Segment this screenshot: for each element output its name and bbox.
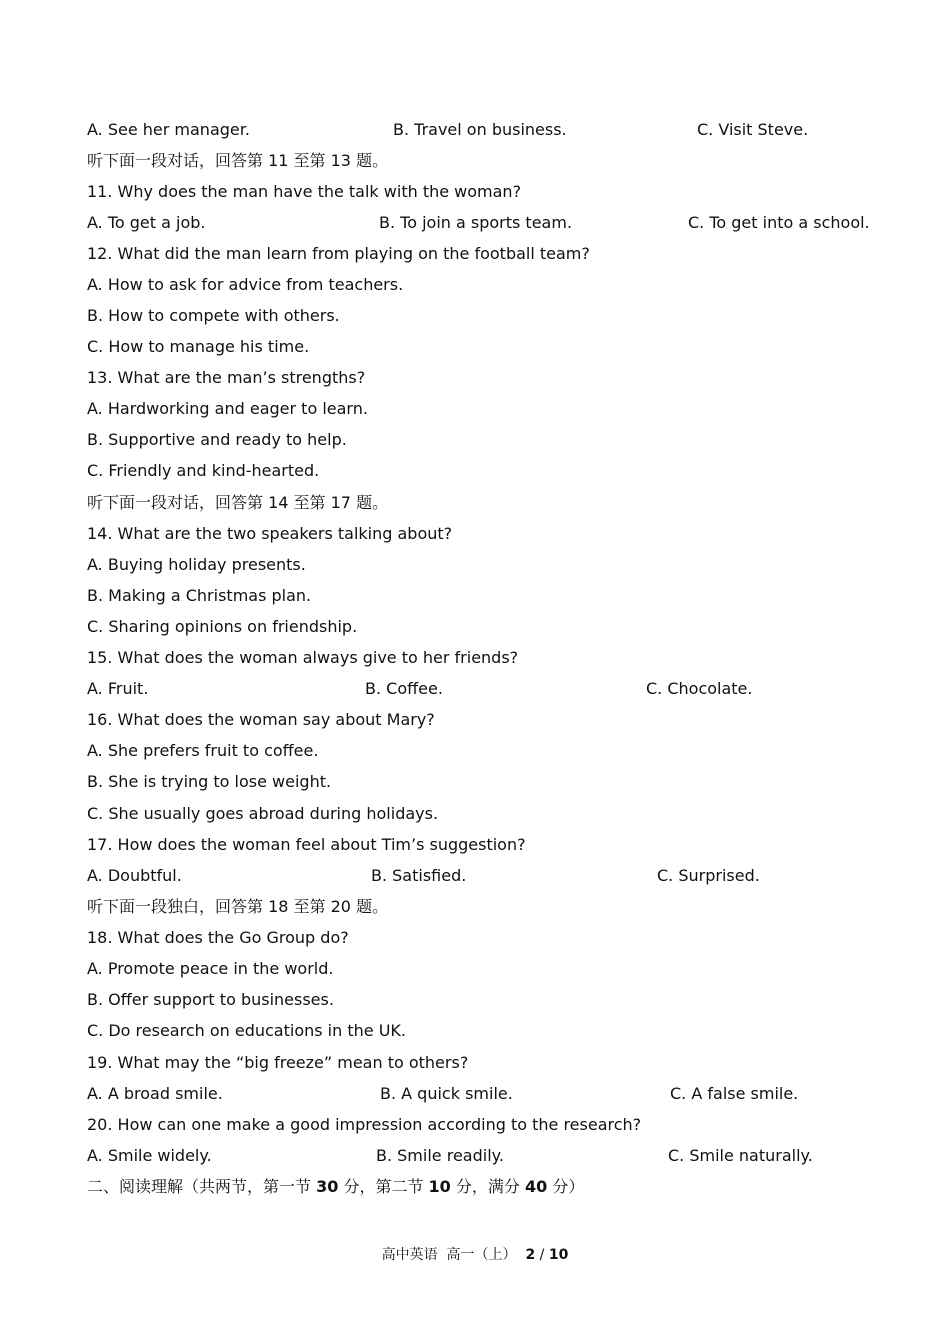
section-instruction-11-13: 听下面一段对话，回答第 11 至第 13 题。 [87,151,389,170]
section-instruction-18-20: 听下面一段独白，回答第 18 至第 20 题。 [87,897,389,916]
page-footer [0,1246,950,1264]
q20-option-c: C. Smile naturally. [668,1146,813,1165]
question-13: 13. What are the man’s strengths? [87,368,366,387]
question-17: 17. How does the woman feel about Tim’s suggestion? [87,835,526,854]
part2-total-score: 40 [525,1177,548,1196]
q19-option-c: C. A false smile. [670,1084,799,1103]
q12-option-c: C. How to manage his time. [87,337,310,356]
question-15: 15. What does the woman always give to her friends? [87,648,519,667]
q12-option-b: B. How to compete with others. [87,306,340,325]
question-16: 16. What does the woman say about Mary? [87,710,435,729]
q14-option-b: B. Making a Christmas plan. [87,586,312,605]
q19-option-b: B. A quick smile. [380,1084,513,1103]
question-12: 12. What did the man learn from playing on the football team? [87,244,590,263]
question-20: 20. How can one make a good impression according to the research? [87,1115,642,1134]
q15-option-c: C. Chocolate. [646,679,753,698]
part2-heading-prefix: 二、阅读理解（共两节，第一节 [87,1177,317,1196]
footer-page-number: 2 [525,1247,536,1263]
q14-option-c: C. Sharing opinions on friendship. [87,617,358,636]
q13-option-c: C. Friendly and kind-hearted. [87,461,320,480]
q10-option-a: A. See her manager. [87,120,250,139]
section-instruction-14-17: 听下面一段对话，回答第 14 至第 17 题。 [87,493,389,512]
q20-option-b: B. Smile readily. [376,1146,504,1165]
q16-option-b: B. She is trying to lose weight. [87,772,332,791]
q10-option-b: B. Travel on business. [393,120,567,139]
question-18: 18. What does the Go Group do? [87,928,349,947]
question-14: 14. What are the two speakers talking about? [87,524,453,543]
q11-option-c: C. To get into a school. [688,213,870,232]
part2-section1-score: 30 [316,1177,339,1196]
q20-option-a: A. Smile widely. [87,1146,212,1165]
q17-option-a: A. Doubtful. [87,866,182,885]
footer-separator: / [535,1247,549,1263]
q16-option-a: A. She prefers fruit to coffee. [87,741,319,760]
q18-option-b: B. Offer support to businesses. [87,990,334,1009]
part2-heading-suffix: 分） [547,1177,585,1196]
q13-option-b: B. Supportive and ready to help. [87,430,347,449]
question-19: 19. What may the “big freeze” mean to others? [87,1053,469,1072]
q14-option-a: A. Buying holiday presents. [87,555,306,574]
footer-course-label: 高中英语 高一（上） [381,1247,526,1263]
q15-option-a: A. Fruit. [87,679,149,698]
part2-heading-mid2: 分，满分 [450,1177,525,1196]
q11-option-b: B. To join a sports team. [379,213,573,232]
part2-reading-heading [87,1177,584,1197]
q15-option-b: B. Coffee. [365,679,443,698]
question-11: 11. Why does the man have the talk with the woman? [87,182,522,201]
q13-option-a: A. Hardworking and eager to learn. [87,399,368,418]
footer-page-total: 10 [548,1247,569,1263]
q12-option-a: A. How to ask for advice from teachers. [87,275,404,294]
q18-option-a: A. Promote peace in the world. [87,959,334,978]
part2-heading-mid1: 分，第二节 [338,1177,429,1196]
part2-section2-score: 10 [428,1177,451,1196]
q17-option-b: B. Satisfied. [371,866,467,885]
q10-option-c: C. Visit Steve. [697,120,809,139]
q16-option-c: C. She usually goes abroad during holidays. [87,804,439,823]
q17-option-c: C. Surprised. [657,866,760,885]
q18-option-c: C. Do research on educations in the UK. [87,1021,406,1040]
q19-option-a: A. A broad smile. [87,1084,223,1103]
q11-option-a: A. To get a job. [87,213,206,232]
